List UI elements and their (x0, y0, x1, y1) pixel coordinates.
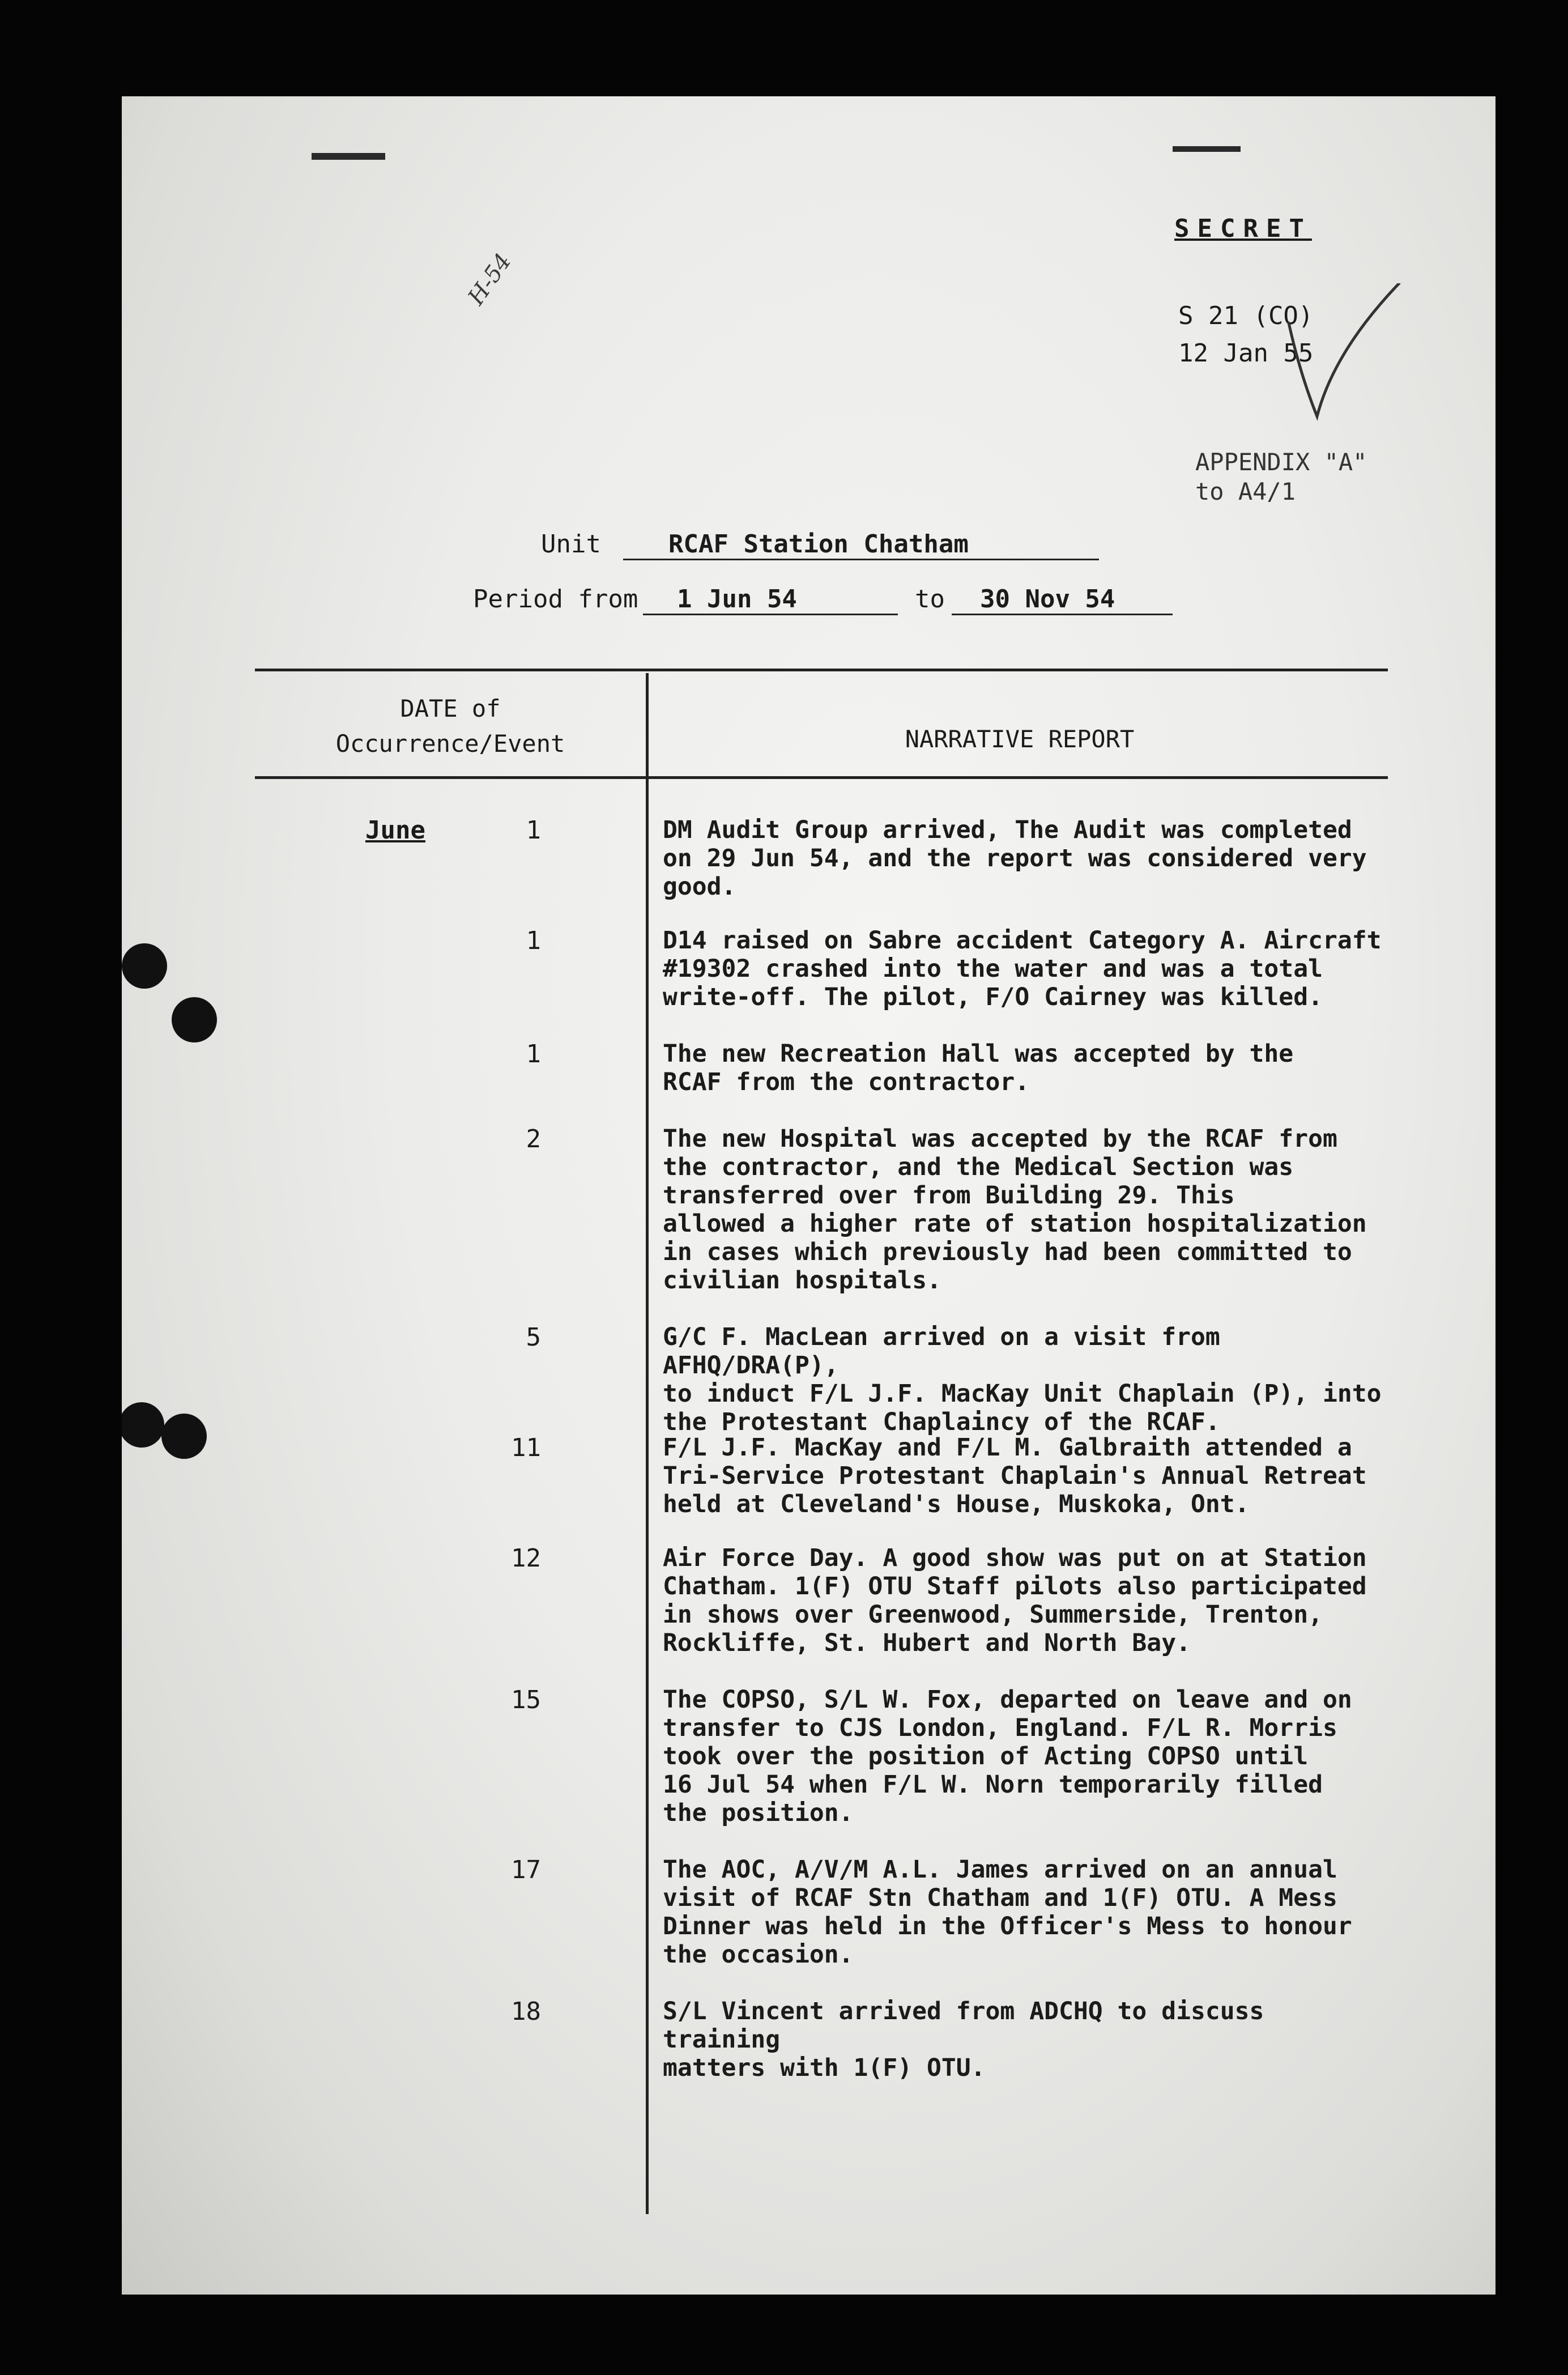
appendix-line-1: APPENDIX "A" (1195, 448, 1367, 476)
date-header-line-1: DATE of (400, 695, 501, 722)
period-to-label: to (915, 585, 945, 614)
entry-text: DM Audit Group arrived, The Audit was completed on 29 Jun 54, and the report was considered very good. (663, 816, 1367, 901)
table-header-rule (255, 776, 1388, 779)
entry-day: 18 (511, 1997, 541, 2026)
date-column-header (255, 691, 646, 761)
classification-stamp: SECRET (1174, 214, 1312, 243)
entry-text: The new Hospital was accepted by the RCAF from the contractor, and the Medical Section was transferred over from Building 29. This allowed a higher rate of station hospitalization in cases which previously had been committed to civilian hospitals. (663, 1125, 1367, 1295)
punch-hole (172, 997, 217, 1042)
entry-day: 2 (526, 1125, 541, 1154)
reference-date: 12 Jan 55 (1178, 339, 1314, 368)
punch-hole (122, 1402, 164, 1448)
entry-text: Air Force Day. A good show was put on at Station Chatham. 1(F) OTU Staff pilots also participated in shows over Greenwood, Summerside, Trenton, Rockliffe, St. Hubert and North Bay. (663, 1544, 1367, 1657)
appendix-line-2: to A4/1 (1195, 478, 1296, 505)
entry-text: D14 raised on Sabre accident Category A. Aircraft #19302 crashed into the water and was a total write-off. The pilot, F/O Cairney was killed. (663, 926, 1382, 1011)
entry-text: G/C F. MacLean arrived on a visit from AFHQ/DRA(P), to induct F/L J.F. MacKay Unit Chaplain (P), into the Protestant Chaplaincy of the RCAF. (663, 1323, 1382, 1436)
entry-day: 1 (526, 926, 541, 955)
top-right-mark (1173, 146, 1241, 152)
reference-number: S 21 (CO) (1178, 301, 1314, 330)
entry-day: 17 (511, 1855, 541, 1884)
entry-text: F/L J.F. MacKay and F/L M. Galbraith attended a Tri-Service Protestant Chaplain's Annual Retreat held at Cleveland's House, Muskoka, Ont. (663, 1433, 1367, 1518)
entry-text: S/L Vincent arrived from ADCHQ to discuss training matters with 1(F) OTU. (663, 1997, 1264, 2082)
entry-day: 5 (526, 1323, 541, 1352)
narrative-column-header: NARRATIVE REPORT (905, 725, 1135, 753)
table-top-rule (255, 669, 1388, 671)
entry-text: The COPSO, S/L W. Fox, departed on leave and on transfer to CJS London, England. F/L R. Morris took over the position of Acting COPSO until 16 Jul 54 when F/L W. Norn temporarily filled the position. (663, 1686, 1352, 1827)
entry-day: 1 (526, 816, 541, 845)
appendix-note (1195, 448, 1367, 507)
date-header-line-2: Occurrence/Event (335, 730, 565, 757)
period-label: Period from (473, 585, 638, 614)
document-page (122, 96, 1495, 2295)
column-divider (646, 673, 649, 2214)
punch-hole (161, 1414, 207, 1459)
entry-day: 11 (511, 1433, 541, 1462)
entry-text: The new Recreation Hall was accepted by the RCAF from the contractor. (663, 1040, 1294, 1096)
period-to-value: 30 Nov 54 (952, 585, 1173, 615)
entry-day: 1 (526, 1040, 541, 1069)
entry-text: The AOC, A/V/M A.L. James arrived on an annual visit of RCAF Stn Chatham and 1(F) OTU. A Mess Dinner was held in the Officer's Mess to honour the occasion. (663, 1855, 1352, 1969)
pencil-note: H-54 (463, 249, 517, 310)
top-left-mark (312, 153, 385, 160)
entry-day: 12 (511, 1544, 541, 1573)
check-mark-icon (1283, 283, 1402, 431)
month-label: June (365, 816, 425, 845)
unit-value: RCAF Station Chatham (623, 530, 1099, 560)
unit-label: Unit (541, 530, 601, 559)
entry-day: 15 (511, 1686, 541, 1714)
period-from-value: 1 Jun 54 (643, 585, 898, 615)
punch-hole (122, 943, 167, 989)
